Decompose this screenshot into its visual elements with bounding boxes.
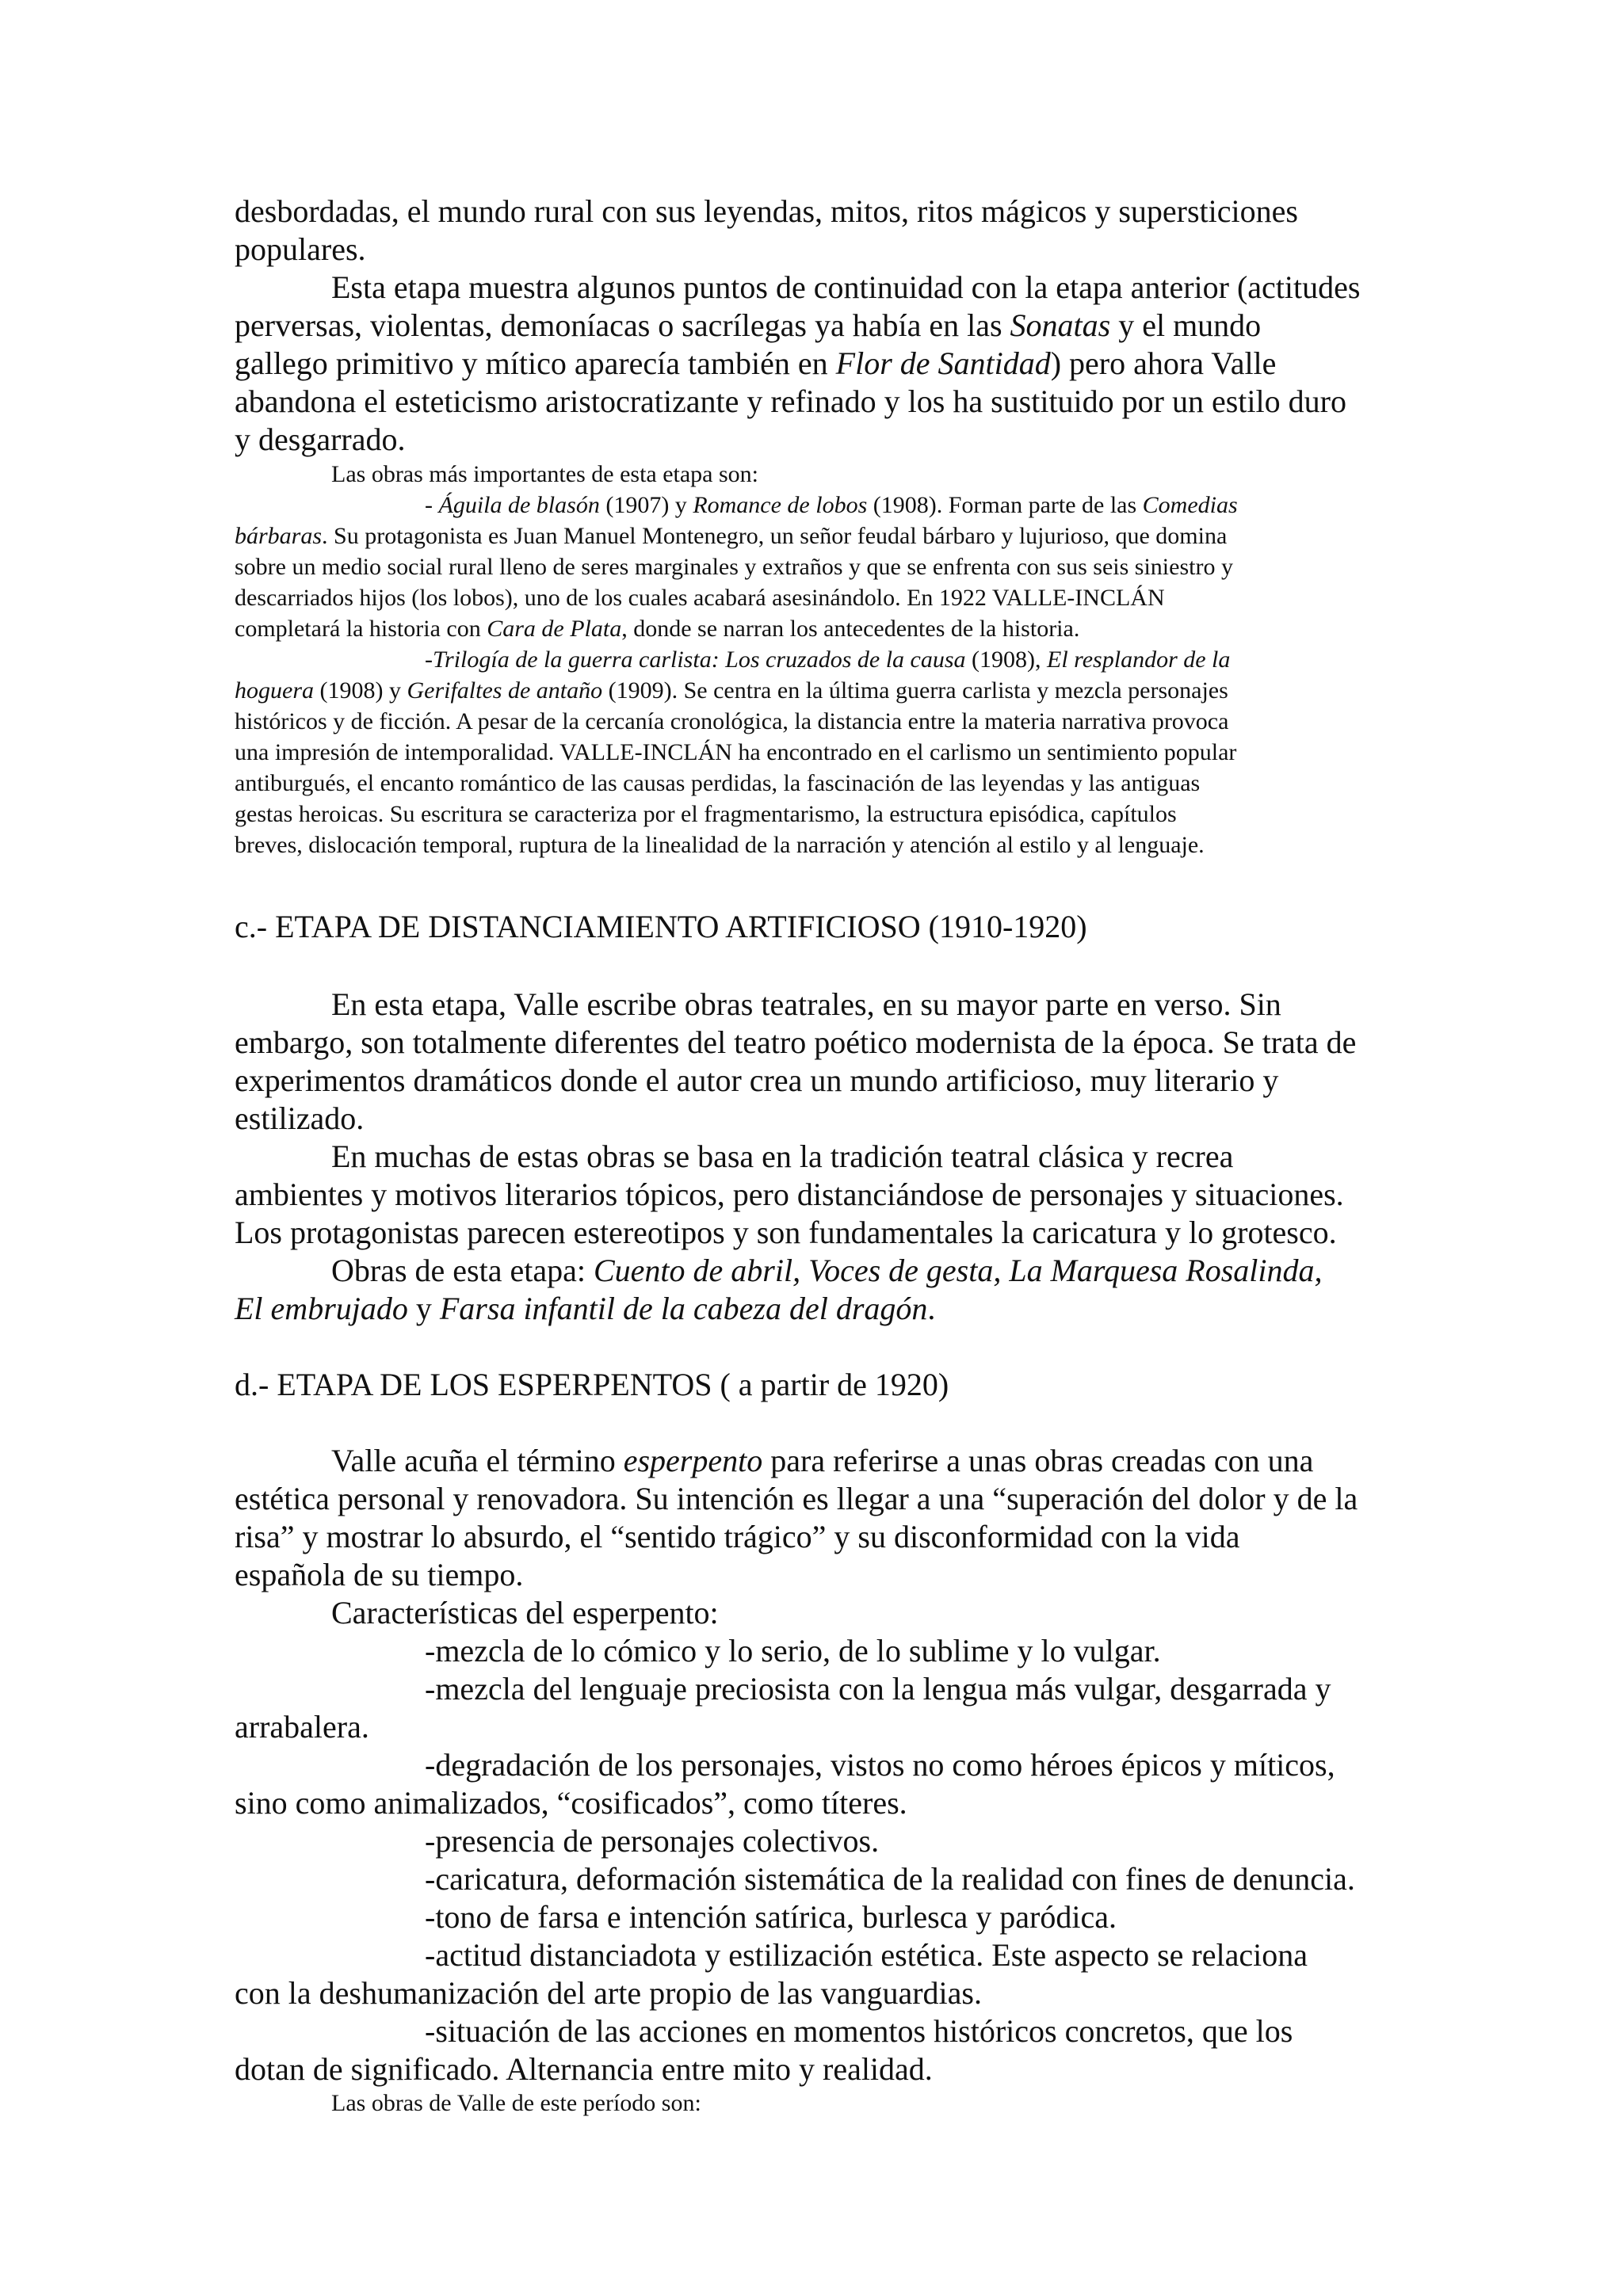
text-line: y desgarrado. — [235, 421, 406, 457]
text-line: estilizado. — [235, 1100, 365, 1136]
text-line: El embrujado y Farsa infantil de la cabeza del dragón. — [235, 1291, 936, 1326]
text-line: experimentos dramáticos donde el autor crea un mundo artificioso, muy literario y — [235, 1062, 1279, 1098]
list-item: -degradación de los personajes, vistos no como héroes épicos y míticos, — [425, 1747, 1335, 1783]
text-line: estética personal y renovadora. Su intención es llegar a una “superación del dolor y de la — [235, 1481, 1358, 1516]
section-heading: c.- ETAPA DE DISTANCIAMIENTO ARTIFICIOSO (1910-1920) — [235, 909, 1087, 944]
small-text-line: Las obras de Valle de este período son: — [331, 2090, 701, 2116]
text-line: Valle acuña el término esperpento para referirse a unas obras creadas con una — [331, 1443, 1314, 1478]
small-text-line: antiburgués, el encanto romántico de las causas perdidas, la fascinación de las leyendas y las antiguas — [235, 770, 1201, 796]
list-item: dotan de significado. Alternancia entre mito y realidad. — [235, 2051, 933, 2087]
list-item: -tono de farsa e intención satírica, burlesca y paródica. — [425, 1899, 1117, 1935]
small-text-line: breves, dislocación temporal, ruptura de la linealidad de la narración y atención al estilo y al lenguaje. — [235, 832, 1205, 858]
text-line: Obras de esta etapa: Cuento de abril, Voces de gesta, La Marquesa Rosalinda, — [331, 1253, 1323, 1288]
list-item: -situación de las acciones en momentos históricos concretos, que los — [425, 2013, 1293, 2049]
list-item: -actitud distanciadota y estilización estética. Este aspecto se relaciona — [425, 1937, 1308, 1973]
text-line: risa” y mostrar lo absurdo, el “sentido trágico” y su disconformidad con la vida — [235, 1519, 1240, 1554]
list-item: -mezcla de lo cómico y lo serio, de lo sublime y lo vulgar. — [425, 1633, 1161, 1669]
text-line: desbordadas, el mundo rural con sus leyendas, mitos, ritos mágicos y supersticiones — [235, 193, 1298, 229]
text-line: Esta etapa muestra algunos puntos de continuidad con la etapa anterior (actitudes — [331, 269, 1361, 305]
text-line: perversas, violentas, demoníacas o sacrílegas ya había en las Sonatas y el mundo — [235, 307, 1262, 343]
list-item: con la deshumanización del arte propio de las vanguardias. — [235, 1975, 982, 2011]
small-text-line: bárbaras. Su protagonista es Juan Manuel Montenegro, un señor feudal bárbaro y lujurioso, que domina — [235, 523, 1228, 549]
small-text-line: gestas heroicas. Su escritura se caracteriza por el fragmentarismo, la estructura episódica, capítulos — [235, 801, 1177, 827]
text-line: Características del esperpento: — [331, 1595, 719, 1630]
text-line: En esta etapa, Valle escribe obras teatrales, en su mayor parte en verso. Sin — [331, 986, 1281, 1022]
list-item: sino como animalizados, “cosificados”, como títeres. — [235, 1785, 907, 1821]
small-text-line: Las obras más importantes de esta etapa son: — [331, 461, 759, 487]
text-line: embargo, son totalmente diferentes del teatro poético modernista de la época. Se trata de — [235, 1024, 1357, 1060]
small-text-line: sobre un medio social rural lleno de seres marginales y extraños y que se enfrenta con sus seis siniestro y — [235, 554, 1233, 580]
text-line: ambientes y motivos literarios tópicos, pero distanciándose de personajes y situaciones. — [235, 1177, 1344, 1212]
list-item: -caricatura, deformación sistemática de la realidad con fines de denuncia. — [425, 1861, 1355, 1897]
text-line: abandona el esteticismo aristocratizante y refinado y los ha sustituido por un estilo duro — [235, 383, 1346, 419]
small-text-line: hoguera (1908) y Gerifaltes de antaño (1909). Se centra en la última guerra carlista y mezcla personajes — [235, 677, 1228, 704]
text-line: española de su tiempo. — [235, 1557, 524, 1592]
small-text-line: completará la historia con Cara de Plata, donde se narran los antecedentes de la historia. — [235, 616, 1080, 642]
section-heading: d.- ETAPA DE LOS ESPERPENTOS ( a partir de 1920) — [235, 1367, 949, 1402]
small-text-line: -Trilogía de la guerra carlista: Los cruzados de la causa (1908), El resplandor de la — [425, 646, 1231, 673]
list-item: -presencia de personajes colectivos. — [425, 1823, 880, 1859]
text-line: Los protagonistas parecen estereotipos y son fundamentales la caricatura y lo grotesco. — [235, 1215, 1337, 1250]
list-item: -mezcla del lenguaje preciosista con la lengua más vulgar, desgarrada y — [425, 1671, 1331, 1707]
small-text-line: históricos y de ficción. A pesar de la cercanía cronológica, la distancia entre la materia narrativa provoca — [235, 708, 1229, 734]
text-line: En muchas de estas obras se basa en la tradición teatral clásica y recrea — [331, 1138, 1234, 1174]
small-text-line: una impresión de intemporalidad. VALLE-INCLÁN ha encontrado en el carlismo un sentimiento popular — [235, 739, 1237, 765]
text-line: populares. — [235, 231, 366, 267]
small-text-line: descarriados hijos (los lobos), uno de los cuales acabará asesinándolo. En 1922 VALLE-INCLÁN — [235, 585, 1165, 611]
small-text-line: - Águila de blasón (1907) y Romance de lobos (1908). Forman parte de las Comedias — [425, 492, 1238, 518]
text-line: gallego primitivo y mítico aparecía también en Flor de Santidad) pero ahora Valle — [235, 345, 1277, 381]
list-item: arrabalera. — [235, 1709, 369, 1745]
